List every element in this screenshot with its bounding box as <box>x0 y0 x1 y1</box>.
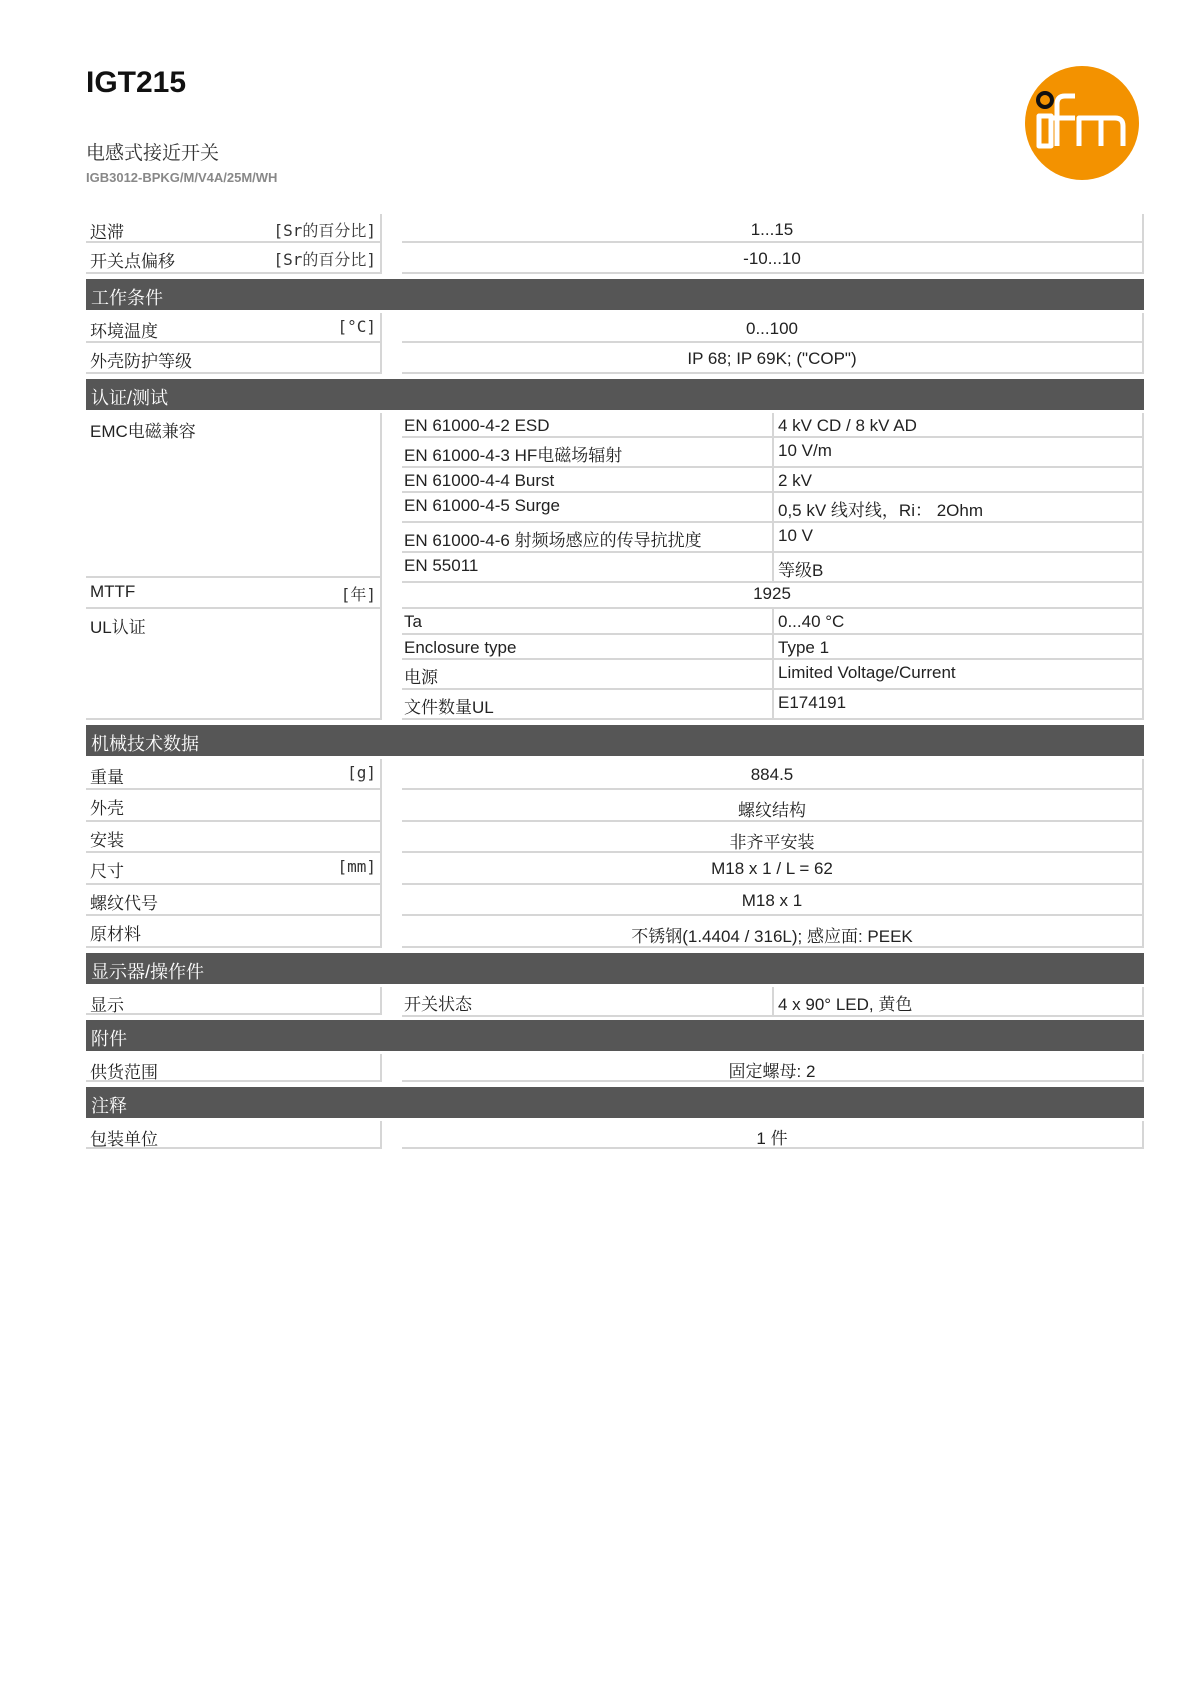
row-value: M18 x 1 / L = 62 <box>402 853 1144 885</box>
row-unit: [年] <box>340 585 376 604</box>
section-approvals-tests: 认证/测试 <box>86 379 1144 410</box>
row-label: EMC电磁兼容 <box>90 422 196 441</box>
row-dimensions <box>86 853 1144 885</box>
row-label: 外壳 <box>90 799 124 818</box>
emc-item <box>402 438 1144 468</box>
row-weight <box>86 759 1144 790</box>
row-protection-rating <box>86 343 1144 374</box>
product-title: IGT215 <box>86 66 187 99</box>
row-value: M18 x 1 <box>402 885 1144 916</box>
row-value: 1 件 <box>402 1121 1144 1149</box>
emc-item-key: EN 61000-4-3 HF电磁场辐射 <box>402 438 774 468</box>
row-hysteresis <box>86 214 1144 243</box>
row-label: 重量 <box>90 768 124 787</box>
row-unit: [Sr的百分比] <box>273 250 376 269</box>
row-label: 开关点偏移 <box>90 252 175 271</box>
section-mechanical-data: 机械技术数据 <box>86 725 1144 756</box>
row-label: 供货范围 <box>90 1063 158 1082</box>
emc-item-key: EN 61000-4-4 Burst <box>402 468 774 493</box>
ul-item-value: Type 1 <box>774 635 1144 661</box>
emc-item <box>402 493 1144 523</box>
row-value: 固定螺母: 2 <box>402 1054 1144 1082</box>
row-thread <box>86 885 1144 916</box>
emc-item-key: EN 61000-4-5 Surge <box>402 493 774 523</box>
row-value: 884.5 <box>402 759 1144 790</box>
row-packaging-unit <box>86 1121 1144 1149</box>
emc-item-value: 10 V/m <box>774 438 1144 468</box>
emc-item-value: 0,5 kV 线对线，Ri： 2Ohm <box>774 493 1144 523</box>
emc-item <box>402 413 1144 438</box>
row-materials <box>86 916 1144 948</box>
row-label: 环境温度 <box>90 322 158 341</box>
emc-item-value: 4 kV CD / 8 kV AD <box>774 413 1144 438</box>
row-ambient-temperature <box>86 313 1144 343</box>
display-item-key: 开关状态 <box>402 987 774 1017</box>
row-label: 安装 <box>90 831 124 850</box>
ul-item <box>402 660 1144 690</box>
row-value: 1925 <box>402 578 1144 609</box>
product-subtitle: 电感式接近开关 <box>86 143 220 164</box>
emc-item-key: EN 61000-4-2 ESD <box>402 413 774 438</box>
row-value: 不锈钢(1.4404 / 316L); 感应面: PEEK <box>402 916 1144 948</box>
section-operating-conditions: 工作条件 <box>86 279 1144 310</box>
row-value: 非齐平安装 <box>402 822 1144 853</box>
row-display <box>86 987 1144 1015</box>
product-code: IGB3012-BPKG/M/V4A/25M/WH <box>86 170 278 185</box>
row-label: 原材料 <box>90 925 141 944</box>
ul-item-value: Limited Voltage/Current <box>774 660 1144 690</box>
emc-item <box>402 523 1144 553</box>
row-emc <box>86 413 1144 578</box>
row-ul-approval <box>86 609 1144 720</box>
ul-item <box>402 609 1144 635</box>
row-unit: [°C] <box>337 317 376 336</box>
row-label: 显示 <box>90 996 124 1015</box>
row-value: IP 68; IP 69K; ("COP") <box>402 343 1144 374</box>
row-mounting <box>86 822 1144 853</box>
ul-item <box>402 635 1144 661</box>
section-display-operating: 显示器/操作件 <box>86 953 1144 984</box>
ul-item-key: 电源 <box>402 660 774 690</box>
ifm-logo <box>1023 64 1141 182</box>
ul-item-key: 文件数量UL <box>402 690 774 720</box>
row-label: UL认证 <box>90 618 146 637</box>
emc-item-key: EN 55011 <box>402 553 774 583</box>
data-sheet <box>86 214 1144 1149</box>
row-value: 0...100 <box>402 313 1144 343</box>
row-label: 外壳防护等级 <box>90 352 192 371</box>
display-item <box>402 987 1144 1017</box>
row-unit: [g] <box>347 763 376 782</box>
row-switch-offset <box>86 243 1144 274</box>
row-mttf <box>86 578 1144 609</box>
row-unit: [mm] <box>337 857 376 876</box>
emc-item-value: 等级B <box>774 553 1144 583</box>
section-accessories: 附件 <box>86 1020 1144 1051</box>
row-unit: [Sr的百分比] <box>273 221 376 240</box>
emc-item-value: 10 V <box>774 523 1144 553</box>
ul-item <box>402 690 1144 720</box>
row-value: -10...10 <box>402 243 1144 274</box>
row-label: MTTF <box>90 582 136 601</box>
row-label: 螺纹代号 <box>90 894 158 913</box>
ul-item-key: Enclosure type <box>402 635 774 661</box>
section-notes: 注释 <box>86 1087 1144 1118</box>
row-label: 迟滞 <box>90 223 124 242</box>
emc-item-value: 2 kV <box>774 468 1144 493</box>
ul-item-key: Ta <box>402 609 774 635</box>
row-value: 螺纹结构 <box>402 790 1144 822</box>
ul-item-value: 0...40 °C <box>774 609 1144 635</box>
emc-item <box>402 468 1144 493</box>
row-label: 尺寸 <box>90 862 124 881</box>
row-label: 包装单位 <box>90 1130 158 1149</box>
display-item-value: 4 x 90° LED, 黄色 <box>774 987 1144 1017</box>
row-value: 1...15 <box>402 214 1144 243</box>
ul-item-value: E174191 <box>774 690 1144 720</box>
row-scope-of-supply <box>86 1054 1144 1082</box>
emc-item-key: EN 61000-4-6 射频场感应的传导抗扰度 <box>402 523 774 553</box>
row-housing <box>86 790 1144 822</box>
